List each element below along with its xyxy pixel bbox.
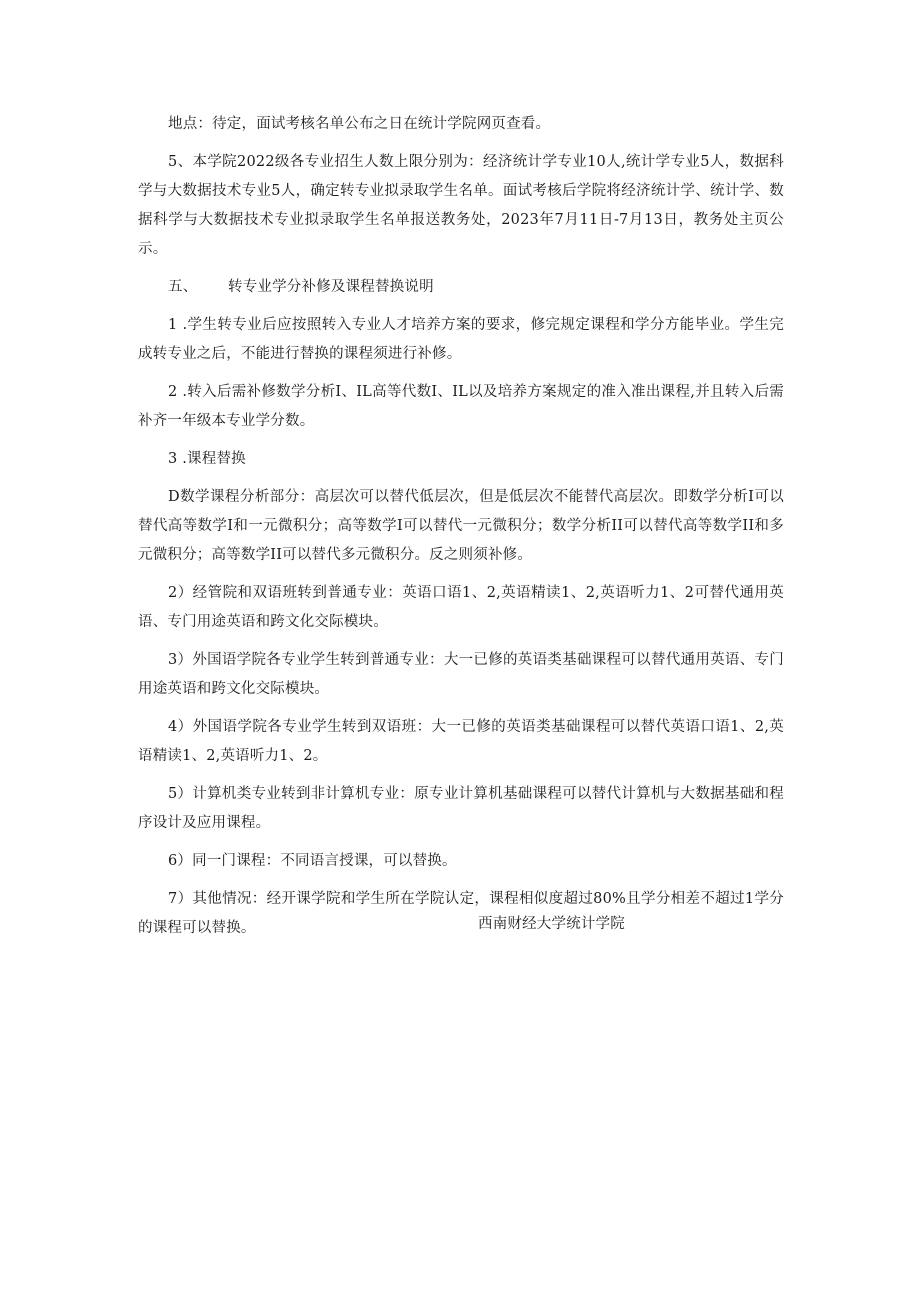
document-body xyxy=(138,110,784,952)
sub-item-3-paragraph: 3）外国语学院各专业学生转到普通专业：大一已修的英语类基础课程可以替代通用英语、专门用途英语和跨文化交际模块。 xyxy=(138,652,784,697)
item-1-paragraph: 1 .学生转专业后应按照转入专业人才培养方案的要求，修完规定课程和学分方能毕业。学生完成转专业之后，不能进行替换的课程须进行补修。 xyxy=(138,317,784,362)
sub-item-5-paragraph: 5）计算机类专业转到非计算机专业：原专业计算机基础课程可以替代计算机与大数据基础和程序设计及应用课程。 xyxy=(138,786,784,831)
sub-item-6-paragraph: 6）同一门课程：不同语言授课，可以替换。 xyxy=(168,853,457,869)
item-3-heading: 3 .课程替换 xyxy=(168,451,246,467)
signature-institution: 西南财经大学统计学院 xyxy=(478,916,625,932)
enrollment-quota-paragraph: 5、本学院2022级各专业招生人数上限分别为：经济统计学专业10人,统计学专业5人，数据科学与大数据技术专业5人，确定转专业拟录取学生名单。面试考核后学院将经济统计学、统计学、数据科学与大数据技术专业拟录取学生名单报送教务处，2023年7月11日-7月13日，教务处主页公示。 xyxy=(138,154,784,257)
sub-item-4-paragraph: 4）外国语学院各专业学生转到双语班：大一已修的英语类基础课程可以替代英语口语1、2,英语精读1、2,英语听力1、2。 xyxy=(138,719,784,764)
section-five-number: 五、 xyxy=(168,279,198,295)
sub-item-1-paragraph: D数学课程分析部分：高层次可以替代低层次，但是低层次不能替代高层次。即数学分析I可以替代高等数学I和一元微积分；高等数学I可以替代一元微积分；数学分析II可以替代高等数学II和多元微积分；高等数学II可以替代多元微积分。反之则须补修。 xyxy=(138,489,784,563)
location-paragraph: 地点：待定，面试考核名单公布之日在统计学院网页查看。 xyxy=(168,116,551,132)
sub-item-7-paragraph: 7）其他情况：经开课学院和学生所在学院认定，课程相似度超过80%且学分相差不超过1学分的课程可以替换。 xyxy=(138,891,784,936)
section-five-heading xyxy=(138,273,784,302)
section-five-title: 转专业学分补修及课程替换说明 xyxy=(228,279,434,295)
sub-item-2-paragraph: 2）经管院和双语班转到普通专业：英语口语1、2,英语精读1、2,英语听力1、2可替代通用英语、专门用途英语和跨文化交际模块。 xyxy=(138,585,784,630)
item-2-paragraph: 2 .转入后需补修数学分析I、IL高等代数I、IL以及培养方案规定的准入准出课程,并且转入后需补齐一年级本专业学分数。 xyxy=(138,384,784,429)
